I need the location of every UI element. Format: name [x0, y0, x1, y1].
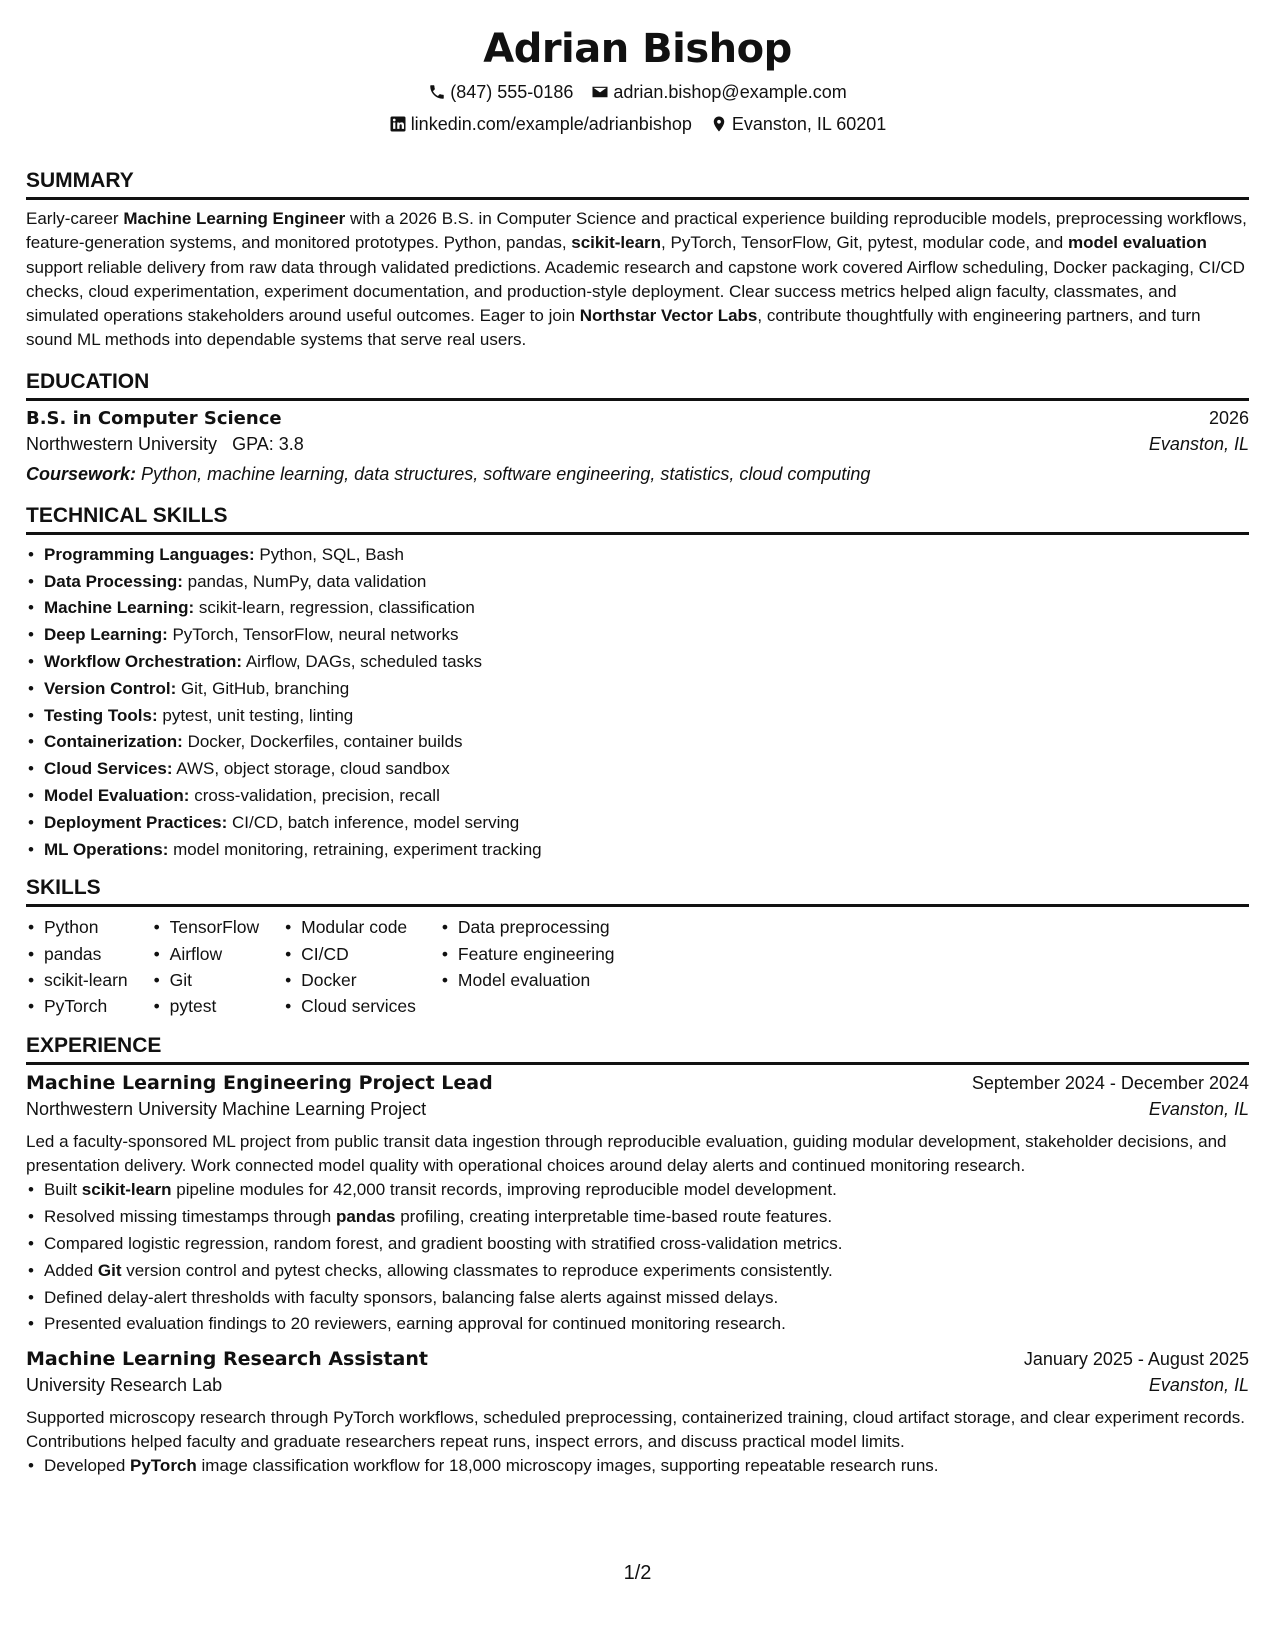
list-item: • TensorFlow — [152, 914, 259, 940]
text-run: Added — [44, 1260, 98, 1280]
summary-heading: SUMMARY — [26, 169, 134, 192]
list-item: • PyTorch — [26, 993, 128, 1019]
text-run: Developed — [44, 1456, 131, 1476]
skill-values: pytest, unit testing, linting — [157, 705, 354, 725]
text-run: Presented evaluation findings to 20 reviewers, earning approval for continued monitoring research. — [44, 1314, 786, 1334]
summary-section — [26, 168, 1249, 353]
gpa: GPA: 3.8 — [232, 433, 304, 454]
list-item: • scikit-learn — [26, 967, 128, 993]
skill-category: Deep Learning: — [44, 625, 168, 645]
text-run: Built — [44, 1180, 82, 1200]
skill-values: Airflow, DAGs, scheduled tasks — [242, 651, 483, 671]
list-item — [26, 1204, 1249, 1231]
education-heading: EDUCATION — [26, 369, 150, 393]
list-item: • CI/CD — [283, 941, 416, 967]
school-name: Northwestern University — [26, 433, 218, 454]
skill-category: Model Evaluation: — [44, 785, 190, 805]
skill-values: Python, SQL, Bash — [254, 544, 404, 564]
school-location: Evanston, IL — [1148, 433, 1249, 454]
list-item — [26, 542, 1249, 569]
list-item: • Data preprocessing — [440, 914, 615, 940]
bold-text: scikit-learn — [571, 233, 662, 253]
job-entry — [26, 1348, 1249, 1480]
list-item — [26, 676, 1249, 703]
skill-values: model monitoring, retraining, experiment tracking — [168, 839, 542, 859]
list-item — [26, 622, 1249, 649]
skill-values: PyTorch, TensorFlow, neural networks — [167, 625, 459, 645]
coursework — [26, 459, 1249, 489]
skill-category: Version Control: — [44, 678, 177, 698]
list-item — [26, 1258, 1249, 1285]
skill-category: Workflow Orchestration: — [44, 651, 243, 671]
skill-category: Testing Tools: — [44, 705, 158, 725]
job-bullets — [26, 1453, 1249, 1480]
list-item — [26, 1177, 1249, 1204]
bold-text: Northstar Vector Labs — [579, 306, 758, 326]
section-divider — [26, 197, 1249, 200]
list-item — [26, 569, 1249, 596]
section-divider — [26, 904, 1249, 907]
list-item — [26, 729, 1249, 756]
bold-text: PyTorch — [130, 1456, 197, 1476]
job-description: Supported microscopy research through PyTorch workflows, scheduled preprocessing, containerized training, cloud artifact storage, and clear experiment records. Contributions helped faculty and graduate researchers repeat runs, inspect errors, and discuss practical model limits. — [26, 1408, 1245, 1451]
skill-category: Deployment Practices: — [44, 812, 228, 832]
text-run: with a 2026 B.S. in Computer Science and practical experience building reproducible models, preprocessing workflows, feature-generation systems, and monitored prototypes. Python, pandas, — [26, 209, 1247, 253]
experience-heading: EXPERIENCE — [26, 1034, 162, 1058]
list-item: • Model evaluation — [440, 967, 615, 993]
job-header — [26, 1348, 1249, 1370]
list-item — [26, 1285, 1249, 1312]
job-bullets — [26, 1177, 1249, 1338]
list-item: • Cloud services — [283, 993, 416, 1019]
text-run: , PyTorch, TensorFlow, Git, pytest, modular code, and — [661, 233, 1068, 253]
skill-category: ML Operations: — [44, 839, 169, 859]
bold-text: pandas — [335, 1207, 396, 1227]
list-item — [26, 703, 1249, 730]
list-item — [26, 783, 1249, 810]
skills-grid — [26, 914, 1249, 1019]
skills-heading: SKILLS — [26, 876, 101, 900]
email-contact[interactable] — [591, 80, 846, 104]
job-description: Led a faculty-sponsored ML project from public transit data ingestion through reproducible evaluation, guiding modular development, stakeholder decisions, and presentation delivery. Work connected model quality with operational choices around delay alerts and continued monitoring research. — [26, 1132, 1227, 1175]
skill-values: Git, GitHub, branching — [176, 678, 350, 698]
school-row — [26, 429, 1249, 459]
technical-skills-heading: TECHNICAL SKILLS — [26, 503, 228, 527]
job-dates: January 2025 - August 2025 — [1023, 1349, 1249, 1370]
coursework-list: Python, machine learning, data structures, software engineering, statistics, cloud computing — [141, 463, 871, 484]
section-divider — [26, 532, 1249, 535]
coursework-label: Coursework: — [26, 463, 137, 484]
bold-text: scikit-learn — [81, 1180, 172, 1200]
text-run: Compared logistic regression, random forest, and gradient boosting with stratified cross-validation metrics. — [44, 1233, 843, 1253]
degree: B.S. in Computer Science — [26, 407, 282, 429]
list-item: • Airflow — [152, 941, 259, 967]
technical-skills-list — [26, 542, 1249, 864]
graduation-year: 2026 — [1208, 407, 1249, 428]
list-item — [26, 649, 1249, 676]
job-location: Evanston, IL — [1148, 1099, 1249, 1120]
education-row — [26, 408, 1249, 429]
skill-values: scikit-learn, regression, classification — [194, 598, 475, 618]
experience-list — [26, 1072, 1249, 1480]
list-item: • pytest — [152, 993, 259, 1019]
email-text[interactable]: adrian.bishop@example.com — [613, 82, 847, 102]
text-run: image classification workflow for 18,000 microscopy images, supporting repeatable research runs. — [196, 1456, 939, 1476]
education-section — [26, 369, 1249, 489]
page-number: 1/2 — [623, 1562, 652, 1584]
list-item: • Feature engineering — [440, 941, 615, 967]
skills-column — [440, 914, 615, 1019]
summary-text — [26, 207, 1249, 353]
phone-text: (847) 555-0186 — [450, 82, 574, 102]
skill-category: Data Processing: — [44, 571, 183, 591]
text-run: profiling, creating interpretable time-based route features. — [395, 1207, 833, 1227]
list-item — [26, 810, 1249, 837]
job-title: Machine Learning Engineering Project Lead — [26, 1072, 493, 1095]
experience-section — [26, 1033, 1249, 1480]
skill-values: pandas, NumPy, data validation — [182, 571, 427, 591]
skill-category: Programming Languages: — [44, 544, 255, 564]
text-run: , contribute thoughtfully with engineering partners, and turn sound ML methods into dependable systems that serve real users. — [26, 306, 1201, 350]
skills-column — [283, 914, 416, 1019]
skills-section — [26, 875, 1249, 1019]
school-info — [26, 429, 304, 459]
map-pin-icon — [710, 115, 728, 133]
job-org-row — [26, 1370, 1249, 1400]
skill-category: Containerization: — [44, 732, 183, 752]
section-divider — [26, 1062, 1249, 1065]
job-organization: University Research Lab — [26, 1375, 223, 1396]
job-header — [26, 1072, 1249, 1094]
text-run: version control and pytest checks, allowing classmates to reproduce experiments consistently. — [121, 1260, 833, 1280]
job-entry — [26, 1072, 1249, 1338]
candidate-name: Adrian Bishop — [483, 26, 792, 72]
job-location: Evanston, IL — [1148, 1375, 1249, 1396]
list-item: • Git — [152, 967, 259, 993]
job-org-row — [26, 1094, 1249, 1124]
skills-column — [26, 914, 128, 1019]
contact-row-1 — [26, 80, 1249, 104]
list-item: • pandas — [26, 941, 128, 967]
skill-values: AWS, object storage, cloud sandbox — [172, 759, 450, 779]
list-item — [26, 595, 1249, 622]
job-dates: September 2024 - December 2024 — [971, 1073, 1249, 1094]
text-run: support reliable delivery from raw data through validated predictions. Academic research and capstone work covered Airflow scheduling, Docker packaging, CI/CD checks, cloud experimentation, experiment documentation, and production-style deployment. Clear success metrics helped align faculty, classmates, and simulated operations stakeholders around useful outcomes. Eager to join — [26, 257, 1245, 326]
linkedin-text[interactable]: linkedin.com/example/adrianbishop — [410, 114, 692, 134]
list-item — [26, 1231, 1249, 1258]
list-item — [26, 837, 1249, 864]
skill-values: Docker, Dockerfiles, container builds — [182, 732, 463, 752]
text-run: Defined delay-alert thresholds with faculty sponsors, balancing false alerts against missed delays. — [44, 1287, 779, 1307]
bold-text: Machine Learning Engineer — [123, 209, 346, 228]
list-item — [26, 756, 1249, 783]
job-organization: Northwestern University Machine Learning Project — [26, 1099, 427, 1120]
contact-row-2 — [26, 112, 1249, 136]
location-contact — [710, 112, 886, 136]
bold-text: Git — [97, 1260, 122, 1280]
skill-category: Cloud Services: — [44, 759, 173, 779]
skill-category: Machine Learning: — [44, 598, 195, 618]
phone-contact — [428, 80, 573, 104]
technical-skills-section — [26, 503, 1249, 864]
bold-text: model evaluation — [1067, 233, 1207, 253]
envelope-icon — [591, 83, 609, 101]
job-title: Machine Learning Research Assistant — [26, 1348, 428, 1371]
list-item: • Python — [26, 914, 128, 940]
linkedin-contact[interactable] — [389, 112, 692, 136]
location-text: Evanston, IL 60201 — [731, 114, 887, 134]
skills-column — [152, 914, 259, 1019]
linkedin-icon — [389, 115, 407, 133]
skill-values: cross-validation, precision, recall — [189, 785, 440, 805]
list-item — [26, 1311, 1249, 1338]
section-divider — [26, 398, 1249, 401]
list-item — [26, 1453, 1249, 1480]
list-item: • Docker — [283, 967, 416, 993]
skill-values: CI/CD, batch inference, model serving — [227, 812, 520, 832]
phone-icon — [428, 83, 446, 101]
text-run: Early-career — [26, 209, 124, 228]
text-run: Resolved missing timestamps through — [44, 1207, 336, 1227]
list-item: • Modular code — [283, 914, 416, 940]
text-run: pipeline modules for 42,000 transit records, improving reproducible model development. — [171, 1180, 837, 1200]
